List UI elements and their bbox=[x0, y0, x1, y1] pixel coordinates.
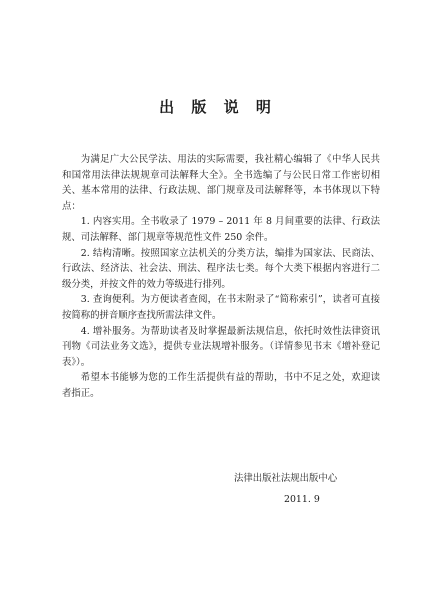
page-title: 出 版 说 明 bbox=[159, 98, 277, 116]
paragraph-intro: 为满足广大公民学法、用法的实际需要，我社精心编辑了《中华人民共和国常用法律法规规章司法解释大全》。全书选编了与公民日常工作密切相关、基本常用的法律、行政法规、部门规章及司法解释等，本书体现以下特点： bbox=[62, 154, 380, 212]
paragraph-feature-3: 3. 查询便利。为方便读者查阅，在书末附录了“简称索引”，读者可直接按简称的拼音顺序查找所需法律文件。 bbox=[62, 294, 380, 321]
paragraph-feature-4: 4. 增补服务。为帮助读者及时掌握最新法规信息，依托时效性法律资讯刊物《司法业务文选》，提供专业法规增补服务。（详情参见书末《增补登记表》）。 bbox=[62, 325, 380, 368]
signature-organization: 法律出版社法规出版中心 bbox=[234, 473, 338, 484]
signature-date: 2011. 9 bbox=[284, 494, 320, 505]
body-text bbox=[62, 152, 380, 402]
paragraph-closing: 希望本书能够为您的工作生活提供有益的帮助，书中不足之处，欢迎读者指正。 bbox=[62, 372, 380, 399]
paragraph-feature-1: 1. 内容实用。全书收录了 1979 – 2011 年 8 月间重要的法律、行政法规、司法解释、部门规章等规范性文件 250 余件。 bbox=[62, 216, 380, 243]
paragraph-feature-2: 2. 结构清晰。按照国家立法机关的分类方法，编排为国家法、民商法、行政法、经济法、社会法、刑法、程序法七类。每个大类下根据内容进行二级分类，并按文件的效力等级进行排列。 bbox=[62, 247, 380, 290]
